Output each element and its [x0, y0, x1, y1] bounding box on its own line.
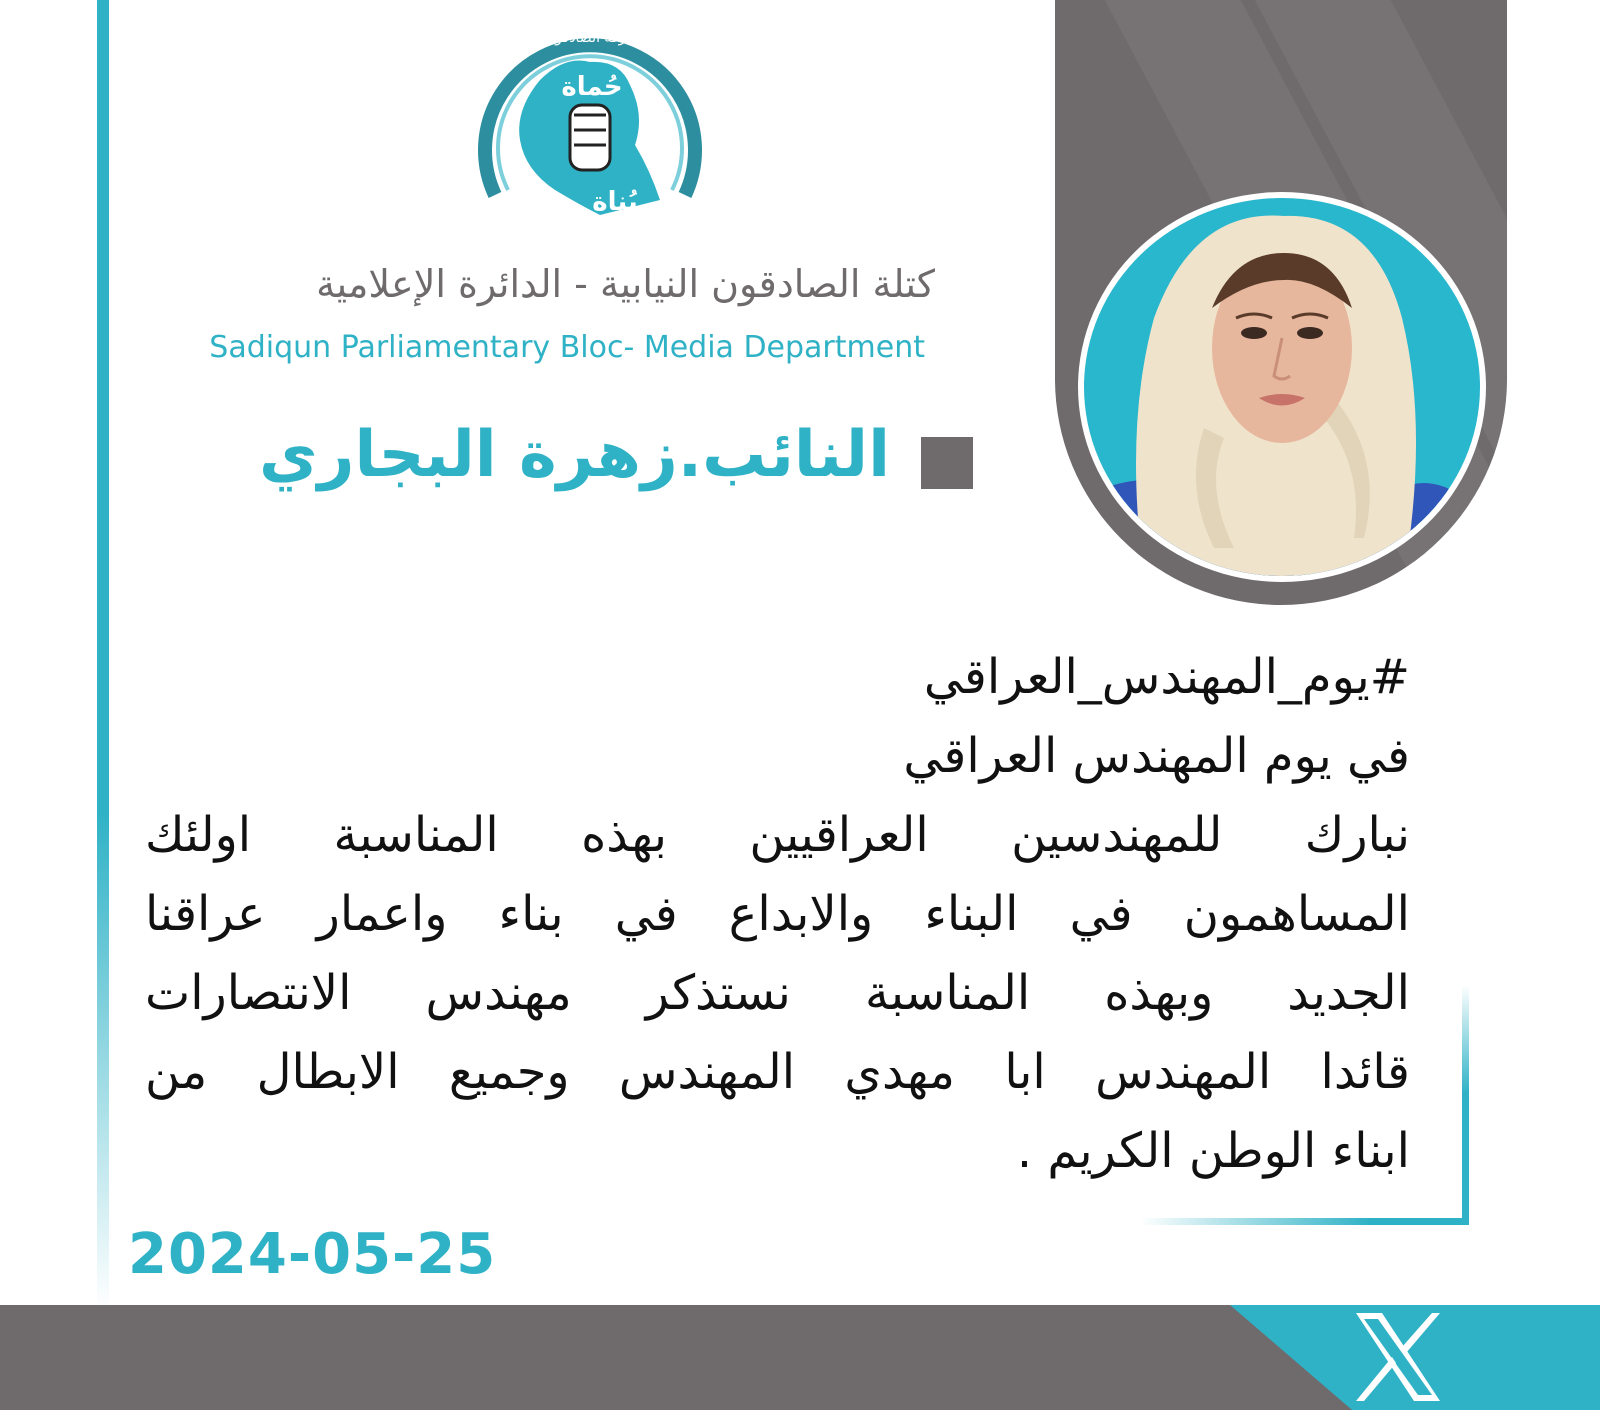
org-name-english: Sadiqun Parliamentary Bloc- Media Department: [209, 330, 925, 365]
text-frame-horizontal: [1140, 1218, 1469, 1225]
name-marker-square: [921, 437, 973, 489]
post-body: [145, 638, 1410, 1191]
post-line: الجديد وبهذه المناسبة نستذكر مهندس الانتصارات: [145, 965, 1410, 1021]
x-logo-icon[interactable]: [1348, 1307, 1448, 1407]
org-name-arabic: كتلة الصادقون النيابية - الدائرة الإعلامية: [316, 262, 935, 306]
mp-name: النائب.زهرة البجاري: [258, 418, 890, 492]
left-accent-bar: [97, 0, 109, 1310]
post-hashtag: #يوم_المهندس_العراقي: [923, 649, 1410, 705]
avatar: [1084, 198, 1480, 576]
logo-ring-text: حركة الصادقون: [544, 30, 636, 46]
post-line: المساهمون في البناء والابداع في بناء واعمار عراقنا: [145, 886, 1410, 942]
post-line: ابناء الوطن الكريم .: [1016, 1123, 1410, 1179]
text-frame-vertical: [1462, 985, 1469, 1225]
post-line: قائدا المهندس ابا مهدي المهندس وجميع الابطال من: [145, 1044, 1410, 1100]
portrait-image: [1084, 198, 1480, 576]
logo-top-word: حُماة: [561, 72, 623, 102]
sadiqun-logo: [470, 20, 710, 230]
post-line: نبارك للمهندسين العراقيين بهذه المناسبة اولئك: [145, 807, 1410, 863]
logo-bottom-word: بُناة: [592, 187, 638, 217]
post-date: 2024-05-25: [128, 1222, 497, 1287]
post-line: في يوم المهندس العراقي: [903, 728, 1410, 784]
